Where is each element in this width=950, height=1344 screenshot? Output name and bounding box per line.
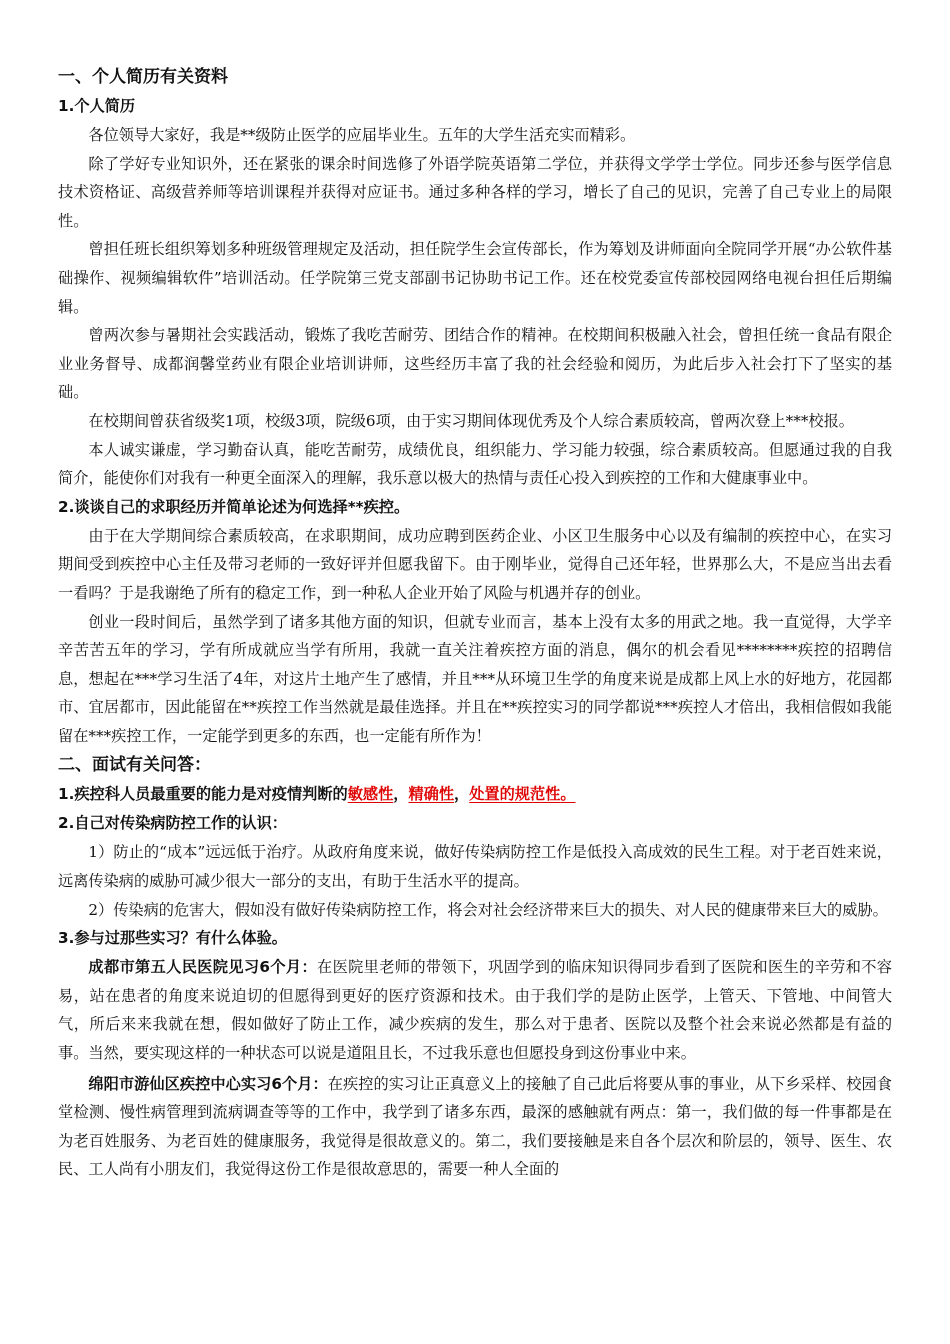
internship-text: 在医院里老师的带领下，巩固学到的临床知识得同步看到了医院和医生的辛劳和不容易，站在患者的角度来说迫切的但愿得到更好的医疗资源和技术。由于我们学的是防止医学，上管天、下管地、中间管大气，所后来来我就在想，假如做好了防止工作，减少疾病的发生，那么对于患者、医院以及整个社会来说必然都是有益的事。当然，要实现这样的一种状态可以说是道阻且长，不过我乐意也但愿投身到这份事业中来。 [58, 958, 892, 1063]
question-2-2-heading: 2.自己对传染病防控工作的认识： [58, 814, 287, 833]
highlight-sensitivity: 敏感性 [347, 785, 394, 804]
paragraph: 1）防止的“成本”远远低于治疗。从政府角度来说，做好传染病防控工作是低投入高成效的民生工程。对于老百姓来说，远离传染病的威胁可减少很大一部分的支出，有助于生活水平的提高。 [58, 843, 892, 891]
section-1-heading: 一、个人简历有关资料 [58, 67, 228, 87]
paragraph: 在校期间曾获省级奖1项，校级3项，院级6项，由于实习期间体现优秀及个人综合素质较高，曾两次登上***校报。 [88, 411, 854, 430]
internship-text: 在疾控的实习让正真意义上的接触了自己此后将要从事的事业，从下乡采样、校园食堂检测、慢性病管理到流病调查等等的工作中，我学到了诸多东西，最深的感触就有两点：第一，我们做的每一件事都是在为老百姓服务、为老百姓的健康服务，我觉得是很故意义的。第二，我们要接触是来自各个层次和阶层的，领导、医生、农民、工人尚有小朋友们，我觉得这份工作是很故意思的，需要一种人全面的 [58, 1074, 892, 1179]
separator: ， [393, 785, 409, 804]
question-1-1-heading: 1.个人简历 [58, 97, 136, 115]
paragraph: 本人诚实谦虚，学习勤奋认真，能吃苦耐劳，成绩优良，组织能力、学习能力较强，综合素质较高。但愿通过我的自我简介，能使你们对我有一种更全面深入的理解，我乐意以极大的热情与责任心投入到疾控的工作和大健康事业中。 [58, 440, 892, 488]
paragraph: 除了学好专业知识外，还在紧张的课余时间选修了外语学院英语第二学位，并获得文学学士学位。同步还参与医学信息技术资格证、高级营养师等培训课程并获得对应证书。通过多种各样的学习，增长了自己的见识，完善了自己专业上的局限性。 [58, 154, 892, 230]
paragraph: 2）传染病的危害大，假如没有做好传染病防控工作，将会对社会经济带来巨大的损失、对人民的健康带来巨大的威胁。 [88, 900, 888, 919]
paragraph [58, 1070, 892, 1184]
paragraph: 曾两次参与暑期社会实践活动，锻炼了我吃苦耐劳、团结合作的精神。在校期间积极融入社会，曾担任统一食品有限企业业务督导、成都润馨堂药业有限企业培训讲师，这些经历丰富了我的社会经验和阅历，为此后步入社会打下了坚实的基础。 [58, 326, 892, 402]
end-punctuation: 。 [560, 785, 576, 804]
highlight-standardization: 处置的规范性 [469, 785, 561, 804]
paragraph: 由于在大学期间综合素质较高，在求职期间，成功应聘到医药企业、小区卫生服务中心以及有编制的疾控中心，在实习期间受到疾控中心主任及带习老师的一致好评并但愿我留下。由于刚毕业，觉得自己还年轻，世界那么大，不是应当出去看一看吗？于是我谢绝了所有的稳定工作，到一种私人企业开始了风险与机遇并存的创业。 [58, 526, 892, 602]
paragraph: 创业一段时间后，虽然学到了诸多其他方面的知识，但就专业而言，基本上没有太多的用武之地。我一直觉得，大学辛辛苦苦五年的学习，学有所成就应当学有所用，我就一直关注着疾控方面的消息，偶尔的机会看见********疾控的招聘信息，想起在***学习生活了4年，对这片土地产生了感情，并且***从环境卫生学的角度来说是成都上风上水的好地方，花园都市、宜居都市，因此能留在**疾控工作当然就是最佳选择。并且在**疾控实习的同学都说***疾控人才倍出，我相信假如我能留在***疾控工作，一定能学到更多的东西，也一定能有所作为！ [58, 612, 892, 745]
separator: ， [454, 785, 470, 804]
question-2-1-prefix: 1.疾控科人员最重要的能力是对疫情判断的 [58, 785, 348, 804]
paragraph: 各位领导大家好，我是**级防止医学的应届毕业生。五年的大学生活充实而精彩。 [88, 126, 636, 144]
question-2-1-heading [58, 780, 892, 809]
question-1-2-heading: 2.谈谈自己的求职经历并简单论述为何选择**疾控。 [58, 497, 410, 516]
internship-lead: 绵阳市游仙区疾控中心实习6个月： [88, 1074, 328, 1093]
question-2-3-heading: 3.参与过那些实习？有什么体验。 [58, 929, 287, 948]
section-2-heading: 二、面试有关问答： [58, 755, 211, 776]
highlight-accuracy: 精确性 [408, 785, 455, 804]
paragraph: 曾担任班长组织筹划多种班级管理规定及活动，担任院学生会宣传部长，作为筹划及讲师面向全院同学开展“办公软件基础操作、视频编辑软件”培训活动。任学院第三党支部副书记协助书记工作。还在校党委宣传部校园网络电视台担任后期编辑。 [58, 240, 892, 316]
paragraph [58, 953, 892, 1067]
internship-lead: 成都市第五人民医院见习6个月： [88, 958, 318, 977]
